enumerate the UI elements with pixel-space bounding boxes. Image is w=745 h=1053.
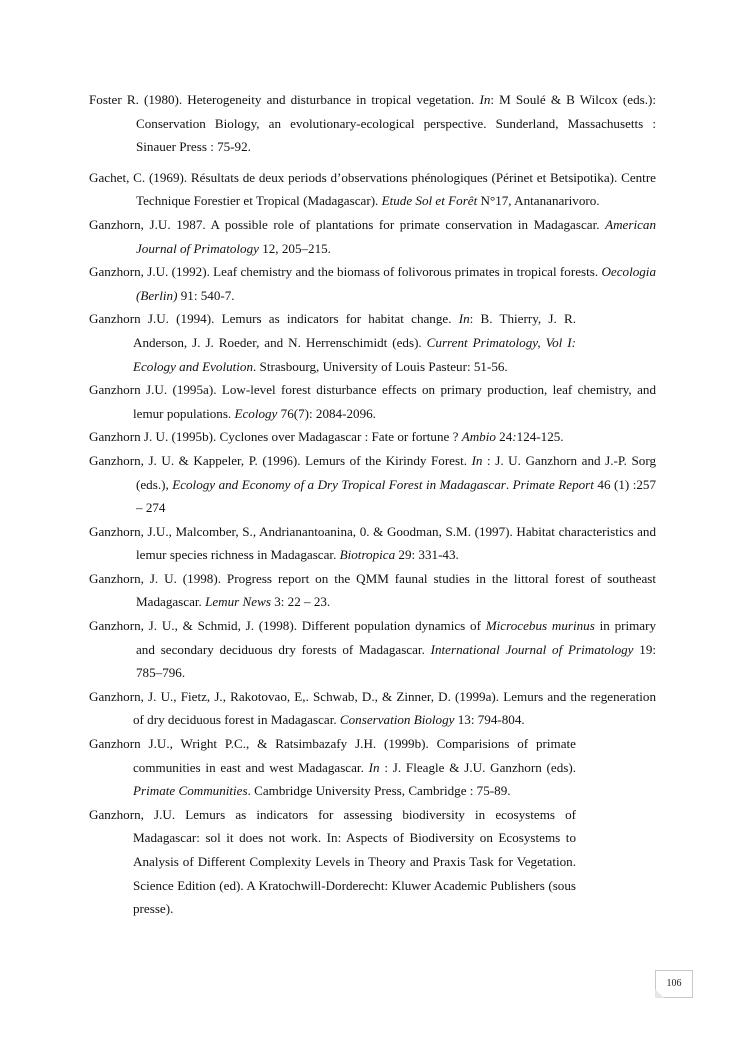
reference-text: : B. Thierry, J. R. Anderson, J. J. Roeder, and N. Herrenschimidt (eds). bbox=[133, 311, 577, 350]
reference-text: 13: 794-804. bbox=[454, 712, 525, 728]
reference-item bbox=[89, 614, 656, 685]
reference-text: N°17, Antananarivoro. bbox=[477, 193, 600, 209]
reference-item bbox=[89, 88, 656, 159]
reference-italic-text: International Journal of Primatology bbox=[430, 641, 634, 657]
page-number: 106 bbox=[666, 978, 682, 989]
reference-text: . Strasbourg, University of Louis Pasteur: 51-56. bbox=[253, 358, 508, 374]
reference-item bbox=[89, 213, 656, 260]
reference-italic-text: Primate Report bbox=[512, 476, 594, 492]
reference-item bbox=[89, 449, 656, 520]
reference-text: Ganzhorn J.U. (1995a). Low-level forest disturbance effects on primary production, leaf chemistry, and lemur populations. bbox=[89, 382, 656, 421]
reference-italic-text: American Journal of Primatology bbox=[136, 216, 656, 256]
reference-text: Ganzhorn, J.U., Malcomber, S., Andrianantoanina, 0. & Goodman, S.M. (1997). Habitat characteristics and lemur species richness in Madagascar. bbox=[89, 523, 656, 563]
reference-text: 19: 785–796. bbox=[136, 641, 656, 681]
reference-text: Ganzhorn, J. U. & Kappeler, P. (1996). Lemurs of the Kirindy Forest. bbox=[89, 452, 472, 468]
reference-italic-text: In bbox=[471, 452, 483, 468]
reference-text: Ganzhorn, J. U. (1998). Progress report on the QMM faunal studies in the littoral forest of southeast Madagascar. bbox=[89, 570, 656, 610]
reference-italic-text: Primate Communities bbox=[133, 783, 248, 799]
reference-text: Ganzhorn J.U. (1994). Lemurs as indicators for habitat change. bbox=[89, 311, 459, 327]
reference-italic-text: Oecologia (Berlin) bbox=[136, 264, 656, 303]
reference-item bbox=[89, 567, 656, 614]
reference-italic-text: Conservation Biology bbox=[339, 712, 455, 728]
reference-text: in primary and secondary deciduous dry forests of Madagascar. bbox=[136, 618, 657, 657]
reference-text: 24 bbox=[495, 429, 513, 445]
reference-italic-text: In bbox=[458, 311, 470, 327]
reference-text: 12, 205–215. bbox=[258, 240, 331, 256]
reference-item bbox=[89, 166, 656, 213]
reference-text: : J. U. Ganzhorn and J.-P. Sorg (eds.), bbox=[136, 452, 657, 492]
reference-text: 76(7): 2084-2096. bbox=[277, 405, 376, 421]
reference-item bbox=[89, 307, 576, 378]
reference-italic-text: Microcebus murinus bbox=[485, 618, 595, 634]
reference-item bbox=[89, 685, 656, 732]
reference-item bbox=[89, 732, 576, 803]
reference-text: : M Soulé & B Wilcox (eds.): Conservation Biology, an evolutionary-ecological perspective. Sunderland, Massachusetts : Sinauer Press : 75-92. bbox=[136, 92, 657, 155]
reference-text: 46 (1) :257 – 274 bbox=[136, 476, 656, 516]
reference-text: Gachet, C. (1969). Résultats de deux periods d’observations phénologiques (Périnet et Betsipotika). Centre Technique Forestier et Tropical (Madagascar). bbox=[89, 169, 656, 209]
reference-item bbox=[89, 425, 656, 449]
reference-italic-text: In bbox=[368, 759, 380, 775]
reference-text: Ganzhorn J.U., Wright P.C., & Ratsimbazafy J.H. (1999b). Comparisions of primate communities in east and west Madagascar. bbox=[89, 736, 576, 775]
reference-text: 29: 331-43. bbox=[395, 547, 459, 563]
reference-italic-text: In bbox=[479, 92, 491, 107]
reference-text: Ganzhorn, J.U. Lemurs as indicators for assessing biodiversity in ecosystems of Madagascar: sol it does not work. In: Aspects of Biodiversity on Ecosystems to Analysis of Different Complexity Levels in Theory and Praxis Task for Vegetation. Science Edition (ed). A Kratochwill-Dorderecht: Kluwer Academic Publishers (sous presse). bbox=[89, 806, 576, 917]
reference-text: . bbox=[505, 476, 513, 492]
reference-text: Foster R. (1980). Heterogeneity and disturbance in tropical vegetation. bbox=[89, 92, 480, 107]
reference-item bbox=[89, 803, 576, 921]
reference-text: 91: 540-7. bbox=[177, 287, 235, 303]
reference-text: 124-125. bbox=[516, 429, 564, 445]
page-number-box bbox=[655, 970, 693, 998]
reference-text: Ganzhorn, J. U., & Schmid, J. (1998). Different population dynamics of bbox=[89, 618, 486, 634]
reference-text: Ganzhorn, J.U. (1992). Leaf chemistry and the biomass of folivorous primates in tropical forests. bbox=[89, 264, 602, 280]
reference-text: Ganzhorn J. U. (1995b). Cyclones over Madagascar : Fate or fortune ? bbox=[89, 429, 462, 445]
reference-italic-text: Etude Sol et Forêt bbox=[381, 193, 478, 209]
reference-text: Ganzhorn, J.U. 1987. A possible role of plantations for primate conservation in Madagascar. bbox=[89, 216, 606, 232]
reference-list bbox=[89, 88, 656, 921]
reference-text: Ganzhorn, J. U., Fietz, J., Rakotovao, E,. Schwab, D., & Zinner, D. (1999a). Lemurs and the regeneration of dry deciduous forest in Madagascar. bbox=[89, 688, 656, 728]
reference-item bbox=[89, 260, 656, 307]
page-curl-decoration bbox=[655, 989, 664, 998]
reference-item bbox=[89, 520, 656, 567]
reference-text: 3: 22 – 23. bbox=[270, 594, 331, 610]
reference-italic-text: Lemur News bbox=[205, 594, 271, 610]
reference-text: : J. Fleagle & J.U. Ganzhorn (eds). bbox=[379, 759, 576, 775]
reference-item bbox=[89, 378, 656, 425]
reference-italic-text: Biotropica bbox=[339, 547, 396, 563]
reference-italic-text: Ecology bbox=[234, 405, 278, 421]
reference-text: . Cambridge University Press, Cambridge : 75-89. bbox=[247, 783, 511, 799]
reference-italic-text: : bbox=[512, 429, 517, 445]
reference-italic-text: Current Primatology, Vol I: Ecology and Evolution bbox=[133, 334, 576, 374]
reference-italic-text: Ecology and Economy of a Dry Tropical Forest in Madagascar bbox=[172, 476, 506, 492]
reference-italic-text: Ambio bbox=[461, 429, 496, 445]
